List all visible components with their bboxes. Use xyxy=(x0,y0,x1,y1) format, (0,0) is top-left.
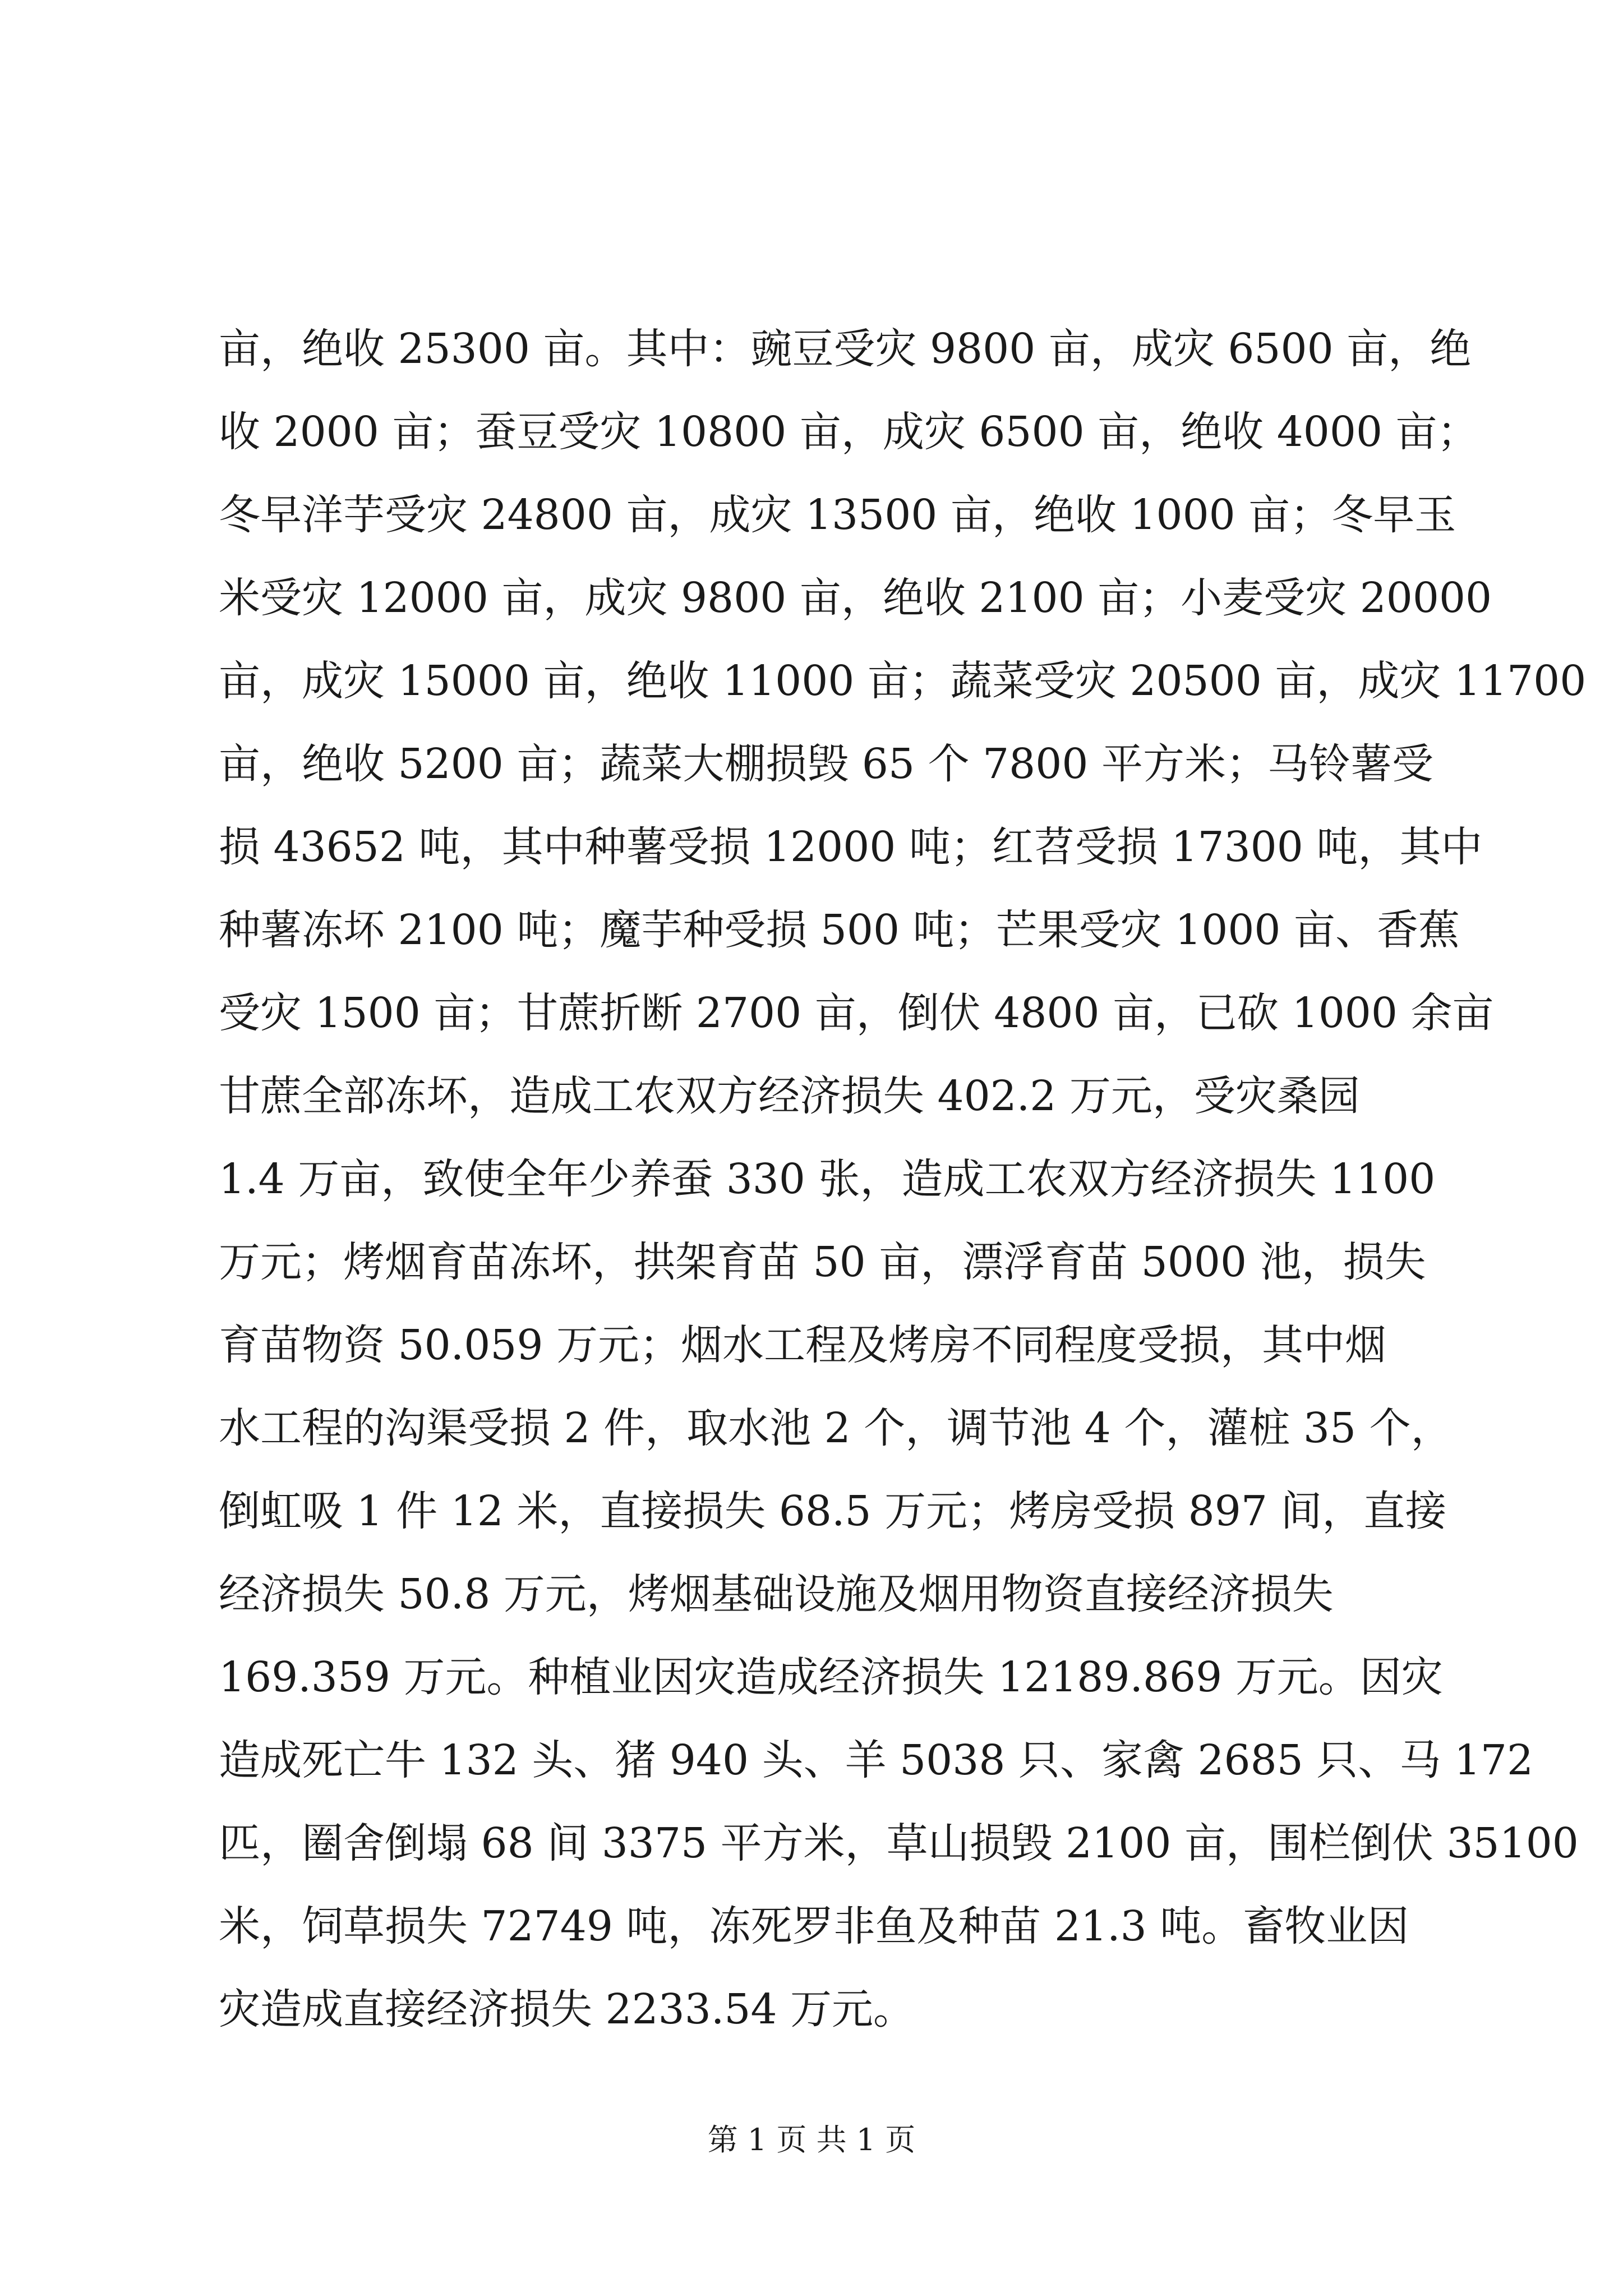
text-line: 米受灾 12000 亩，成灾 9800 亩，绝收 2100 亩；小麦受灾 20000 xyxy=(219,574,1492,622)
text-line: 1.4 万亩，致使全年少养蚕 330 张，造成工农双方经济损失 1100 xyxy=(219,1155,1436,1203)
text-line: 亩，绝收 25300 亩。其中：豌豆受灾 9800 亩，成灾 6500 亩，绝 xyxy=(219,325,1472,373)
text-line: 匹，圈舍倒塌 68 间 3375 平方米，草山损毁 2100 亩，围栏倒伏 35100 xyxy=(219,1819,1579,1867)
text-line: 灾造成直接经济损失 2233.54 万元。 xyxy=(219,1985,915,2033)
text-line: 亩，成灾 15000 亩，绝收 11000 亩；蔬菜受灾 20500 亩，成灾 11700 xyxy=(219,657,1587,705)
page-footer xyxy=(0,2120,1623,2160)
text-line: 甘蔗全部冻坏，造成工农双方经济损失 402.2 万元，受灾桑园 xyxy=(219,1072,1360,1120)
text-line: 亩，绝收 5200 亩；蔬菜大棚损毁 65 个 7800 平方米；马铃薯受 xyxy=(219,740,1433,788)
text-line: 水工程的沟渠受损 2 件，取水池 2 个，调节池 4 个，灌桩 35 个， xyxy=(219,1404,1453,1452)
text-line: 受灾 1500 亩；甘蔗折断 2700 亩，倒伏 4800 亩，已砍 1000 余亩 xyxy=(219,989,1494,1037)
text-line: 造成死亡牛 132 头、猪 940 头、羊 5038 只、家禽 2685 只、马 172 xyxy=(219,1736,1534,1784)
text-line: 种薯冻坏 2100 吨；魔芋种受损 500 吨；芒果受灾 1000 亩、香蕉 xyxy=(219,906,1460,954)
text-line: 万元；烤烟育苗冻坏，拱架育苗 50 亩，漂浮育苗 5000 池，损失 xyxy=(219,1238,1426,1286)
text-line: 经济损失 50.8 万元，烤烟基础设施及烟用物资直接经济损失 xyxy=(219,1570,1334,1618)
body-text xyxy=(219,307,1587,2051)
text-line: 冬早洋芋受灾 24800 亩，成灾 13500 亩，绝收 1000 亩；冬早玉 xyxy=(219,491,1456,539)
text-line: 收 2000 亩；蚕豆受灾 10800 亩，成灾 6500 亩，绝收 4000 亩； xyxy=(219,408,1479,456)
text-line: 损 43652 吨，其中种薯受损 12000 吨；红苕受损 17300 吨，其中 xyxy=(219,823,1483,871)
page-number: 第 1 页 共 1 页 xyxy=(707,2122,916,2157)
text-line: 育苗物资 50.059 万元；烟水工程及烤房不同程度受损，其中烟 xyxy=(219,1321,1386,1369)
text-line: 米，饲草损失 72749 吨，冻死罗非鱼及种苗 21.3 吨。畜牧业因 xyxy=(219,1902,1409,1950)
text-line: 倒虹吸 1 件 12 米，直接损失 68.5 万元；烤房受损 897 间，直接 xyxy=(219,1487,1447,1535)
text-line: 169.359 万元。种植业因灾造成经济损失 12189.869 万元。因灾 xyxy=(219,1653,1443,1701)
